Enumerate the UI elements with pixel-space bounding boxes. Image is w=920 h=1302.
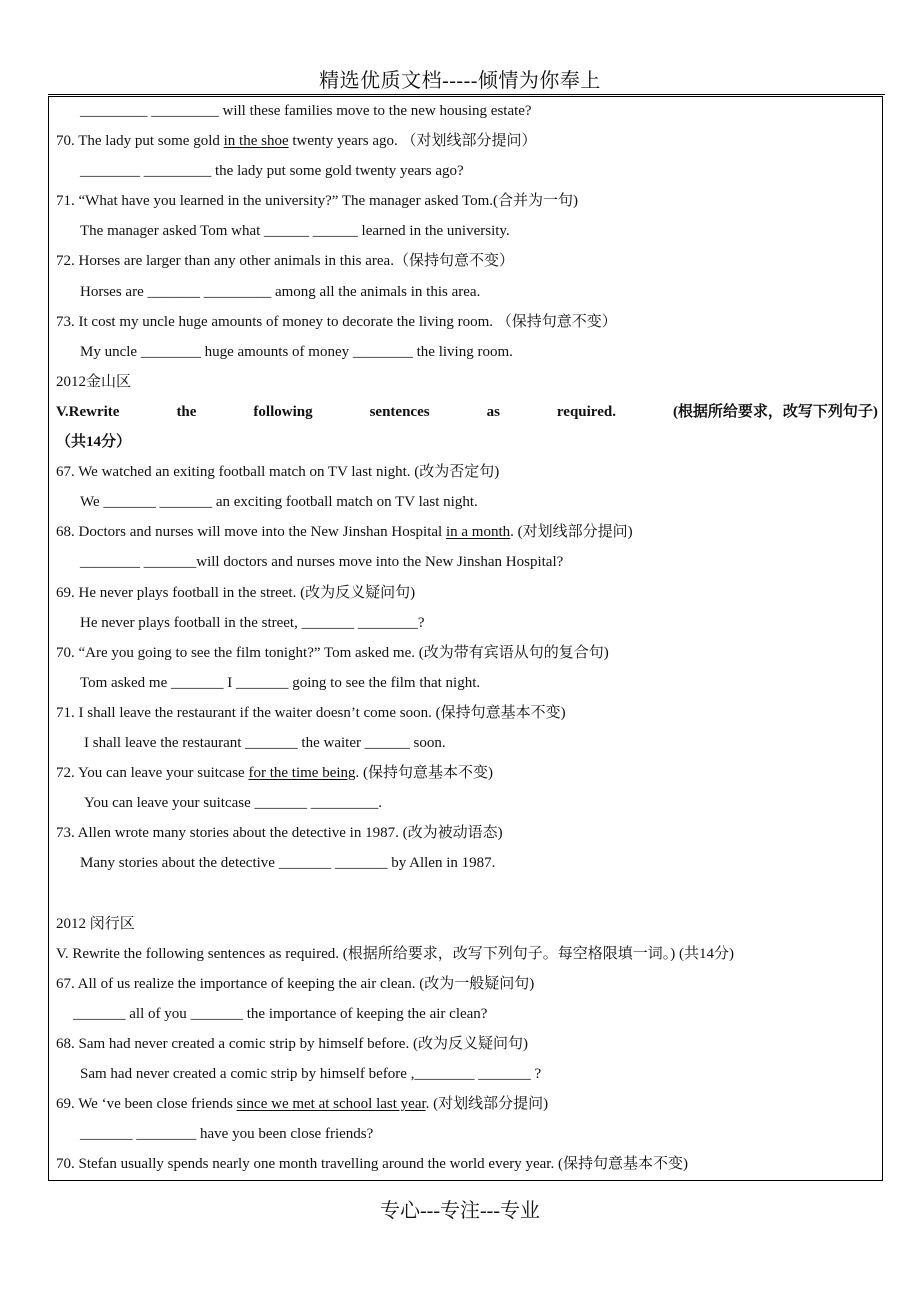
question-72: 72. Horses are larger than any other animals in this area.（保持句意不变） <box>56 253 514 270</box>
header-rule <box>48 94 885 95</box>
worksheet-content <box>56 96 878 1179</box>
underlined-phrase: for the time being <box>248 765 356 782</box>
answer-line: You can leave your suitcase _______ _________. <box>84 795 383 812</box>
section-heading-jinshan: 2012金山区 <box>56 373 132 390</box>
answer-line: _______ all of you _______ the importance of keeping the air clean? <box>73 1005 488 1022</box>
answer-line: _______ ________ have you been close friends? <box>80 1126 374 1143</box>
answer-line: My uncle ________ huge amounts of money ________ the living room. <box>80 343 513 360</box>
section-points: （共14分） <box>56 434 132 451</box>
question-73: 73. It cost my uncle huge amounts of money to decorate the living room. （保持句意不变） <box>56 313 617 330</box>
answer-line: Horses are _______ _________ among all the animals in this area. <box>80 283 481 300</box>
answer-line: Tom asked me _______ I _______ going to see the film that night. <box>80 674 481 691</box>
question-68: 68. Sam had never created a comic strip by himself before. (改为反义疑问句) <box>56 1035 528 1052</box>
question-69: 69. He never plays football in the street. (改为反义疑问句) <box>56 584 416 601</box>
answer-line: Many stories about the detective _______ _______ by Allen in 1987. <box>80 855 496 872</box>
answer-line: The manager asked Tom what ______ ______ learned in the university. <box>80 223 510 240</box>
answer-line: _________ _________ will these families move to the new housing estate? <box>80 103 532 119</box>
question-71: 71. “What have you learned in the university?” The manager asked Tom.(合并为一句) <box>56 193 578 210</box>
spacer <box>56 878 878 908</box>
answer-line: He never plays football in the street, _______ ________? <box>80 614 425 631</box>
question-70: 70. “Are you going to see the film tonight?” Tom asked me. (改为带有宾语从句的复合句) <box>56 644 609 661</box>
question-69: 69. We ‘ve been close friends since we met at school last year. (对划线部分提问) <box>56 1096 549 1113</box>
question-72: 72. You can leave your suitcase for the time being. (保持句意基本不变) <box>56 765 494 782</box>
underlined-phrase: in the shoe <box>223 133 289 150</box>
question-70: 70. Stefan usually spends nearly one month travelling around the world every year. (保持句意基本不变) <box>56 1156 688 1173</box>
section-instructions: V. Rewrite the following sentences as required. (根据所给要求，改写下列句子。每空格限填一词。) (共14分) <box>56 945 734 962</box>
answer-line: I shall leave the restaurant _______ the waiter ______ soon. <box>84 734 446 751</box>
underlined-phrase: in a month <box>445 524 511 541</box>
question-71: 71. I shall leave the restaurant if the waiter doesn’t come soon. (保持句意基本不变) <box>56 704 566 721</box>
question-67: 67. We watched an exiting football match on TV last night. (改为否定句) <box>56 464 500 481</box>
section-instructions: V.Rewrite the following sentences as required. (根据所给要求，改写下列句子) <box>56 403 878 420</box>
underlined-phrase: since we met at school last year <box>236 1096 426 1113</box>
question-70: 70. The lady put some gold in the shoe twenty years ago. （对划线部分提问） <box>56 133 537 150</box>
answer-line: ________ _______will doctors and nurses move into the New Jinshan Hospital? <box>80 554 564 571</box>
page-footer: 专心---专注---专业 <box>380 1200 540 1222</box>
question-67: 67. All of us realize the importance of keeping the air clean. (改为一般疑问句) <box>56 975 535 992</box>
page-header: 精选优质文档-----倾情为你奉上 <box>319 70 601 92</box>
question-73: 73. Allen wrote many stories about the detective in 1987. (改为被动语态) <box>56 825 503 842</box>
answer-line: Sam had never created a comic strip by himself before ,________ _______ ? <box>80 1066 542 1082</box>
question-68: 68. Doctors and nurses will move into the New Jinshan Hospital in a month. (对划线部分提问) <box>56 524 633 541</box>
answer-line: We _______ _______ an exciting football match on TV last night. <box>80 494 478 511</box>
answer-line: ________ _________ the lady put some gold twenty years ago? <box>80 163 464 180</box>
section-heading-minhang: 2012 闵行区 <box>56 915 135 932</box>
